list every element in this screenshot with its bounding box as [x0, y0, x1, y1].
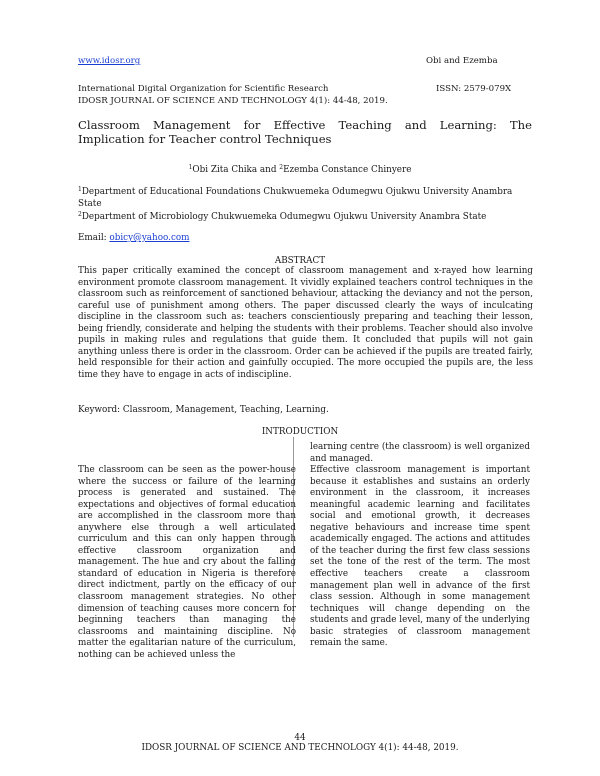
- introduction-right-column: [310, 442, 530, 650]
- affiliation-2: [78, 209, 538, 224]
- intro-paragraph-1: The classroom can be seen as the power-house where the success or failure of the learning process is generated and sustained. The expectations and objectives of formal education are accomplished in the classroom more than anywhere else through a well articulated curriculum and this can only happen through effective classroom organization and management. The hue and cry about the falling standard of education in Nigeria is therefore direct indictment, partly on the efficacy of our classroom management strategies. No other dimension of teaching causes more concern for beginning teachers than managing the classrooms and maintaining discipline. No matter the egalitarian nature of the curriculum, nothing can be achieved unless the: [78, 465, 296, 660]
- author1-name: Obi Zita Chika: [192, 165, 258, 175]
- organization-name: International Digital Organization for Scientific Research: [78, 84, 329, 94]
- abstract-heading: ABSTRACT: [274, 256, 326, 266]
- author2-superscript: 2: [279, 164, 284, 171]
- affiliation-2-text: Department of Microbiology Chukwuemeka Odumegwu Ojukwu University Anambra State: [81, 212, 487, 222]
- issn: ISSN: 2579-079X: [436, 84, 512, 94]
- author-conjunction: and: [257, 165, 280, 175]
- affiliation-1-text: Department of Educational Foundations Chukwuemeka Odumegwu Ojukwu University Anambra State: [78, 187, 513, 209]
- affiliation-2-superscript: 2: [78, 211, 82, 218]
- affiliation-1-superscript: 1: [78, 186, 82, 193]
- introduction-heading: INTRODUCTION: [261, 427, 339, 437]
- email-line: [78, 233, 190, 243]
- page-number: 44: [294, 733, 306, 743]
- running-authors: Obi and Ezemba: [426, 56, 498, 66]
- paper-title: Classroom Management for Effective Teaching and Learning: The Implication for Teacher control Techniques: [78, 118, 532, 146]
- footer-journal-citation: IDOSR JOURNAL OF SCIENCE AND TECHNOLOGY 4(1): 44-48, 2019.: [141, 743, 459, 753]
- abstract-text: This paper critically examined the concept of classroom management and x-rayed how learning environment promote classroom management. It vividly explained teachers control techniques in the classroom such as reinforcement of sanctioned behaviour, attacking the deviancy and not the person, careful use of punishment among others. The paper discussed clearly the ways of inculcating discipline in the classroom such as: teachers conscientiously preparing and teaching their lesson, being friendly, considerate and helping the students with their problems. Teacher should also involve pupils in making rules and regulations that guide them. It concluded that pupils will not gain anything unless there is order in the classroom. Order can be achieved if the pupils are treated fairly, held responsible for their action and gainfully occupied. The more occupied the pupils are, the less time they have to engage in acts of indiscipline.: [78, 266, 533, 380]
- introduction-left-column: [78, 465, 296, 661]
- journal-citation-header: IDOSR JOURNAL OF SCIENCE AND TECHNOLOGY 4(1): 44-48, 2019.: [78, 96, 388, 106]
- intro-paragraph-2: Effective classroom management is important because it establishes and sustains an orderly environment in the classroom, it increases meaningful academic learning and facilitates social and emotional growth, it decreases negative behaviours and increase time spent academically engaged. The actions and attitudes of the teacher during the first few class sessions set the tone of the rest of the term. The most effective teachers create a classroom management plan well in advance of the first class session. Although in some management techniques will change depending on the students and grade level, many of the underlying basic strategies of classroom management remain the same.: [310, 465, 530, 649]
- email-label: Email:: [78, 233, 110, 243]
- site-link[interactable]: www.idosr.org: [78, 56, 141, 66]
- author-line: [0, 164, 600, 175]
- affiliation-1: [78, 184, 538, 210]
- intro-paragraph-continuation: learning centre (the classroom) is well organized and managed.: [310, 442, 530, 464]
- keywords: Keyword: Classroom, Management, Teaching, Learning.: [78, 405, 329, 415]
- author2-name: Ezemba Constance Chinyere: [283, 165, 412, 175]
- author1-superscript: 1: [188, 164, 193, 171]
- email-link[interactable]: obicy@yahoo.com: [109, 233, 190, 243]
